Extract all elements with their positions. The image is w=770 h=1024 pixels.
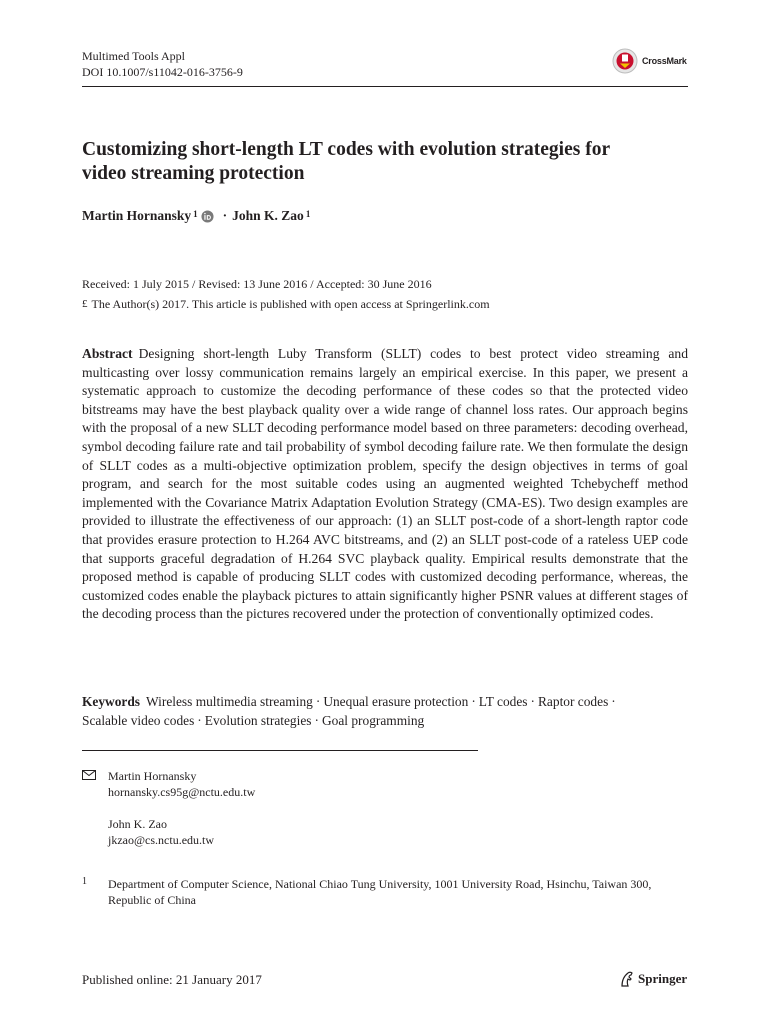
keyword: Scalable video codes [82,712,195,728]
crossmark-label: CrossMark [642,56,687,66]
publisher-name: Springer [638,971,688,986]
keyword: Unequal erasure protection [323,694,469,709]
article-dates: Received: 1 July 2015 / Revised: 13 June 2016 / Accepted: 30 June 2016 [82,277,432,291]
author-line [82,208,310,224]
published-date: Published online: 21 January 2017 [82,972,262,987]
keyword: Evolution strategies [204,712,312,728]
affiliation [82,876,688,908]
author-name[interactable]: Martin Hornansky [82,208,192,223]
copyright-icon: £ [82,298,88,310]
author-separator: · [222,208,228,223]
doi[interactable]: DOI 10.1007/s11042-016-3756-9 [82,65,243,79]
orcid-icon[interactable] [201,210,214,223]
crossmark-icon [612,48,638,74]
keywords [82,693,688,730]
author-affiliation-mark: 1 [193,209,198,219]
crossmark-badge[interactable] [612,47,687,75]
keyword-separator: · [471,694,476,709]
keyword-separator: · [314,712,319,728]
affiliation-text: Department of Computer Science, National Chiao Tung University, 1001 University Road, Hsinchu, Taiwan 300, Republic of China [108,877,652,907]
abstract-label: Abstract [82,346,133,361]
footnote-rule [82,750,478,751]
contact-name: John K. Zao [108,817,167,831]
affiliation-number: 1 [82,876,87,887]
open-access-notice [82,296,490,312]
open-access-text: The Author(s) 2017. This article is published with open access at Springerlink.com [91,297,490,311]
header-rule [82,86,688,87]
correspondence [82,768,255,864]
author-name[interactable]: John K. Zao [232,208,304,223]
contact-entry [82,768,255,800]
envelope-icon [82,768,108,800]
author-affiliation-mark: 1 [305,209,311,219]
journal-name: Multimed Tools Appl [82,49,185,63]
paper-title: Customizing short-length LT codes with evolution strategies for video streaming protection [82,139,610,184]
abstract [82,345,688,624]
keyword-separator: · [530,694,535,709]
keyword-separator: · [197,712,202,728]
keywords-label: Keywords [82,694,141,709]
contact-name: Martin Hornansky [108,769,197,783]
keyword: Goal programming [321,712,425,728]
keyword: LT codes [478,694,528,709]
keyword: Raptor codes [538,694,609,709]
keyword-separator: · [315,694,321,709]
journal-header [82,48,243,80]
contact-entry [82,816,255,848]
keyword: Wireless multimedia streaming [146,694,313,709]
contact-email[interactable]: hornansky.cs95g@nctu.edu.tw [108,785,256,799]
springer-horse-icon [619,970,635,988]
contact-email[interactable]: jkzao@cs.nctu.edu.tw [108,833,215,847]
springer-logo [619,970,687,988]
abstract-text: Designing short-length Luby Transform (SLLT) codes to best protect video streaming and multicasting over lossy communication remains largely an empirical exercise. In this paper, we present a systematic approach to customize the decoding performance of these codes so that the protected video bitstreams may have the best playback quality over a wide range of channel loss rates. Our approach begins with the proposal of a new SLLT decoding performance model based on three parameters: decoding overhead, symbol decoding failure rate and tail probability of symbol decoding failure rate. We then formulate the design of SLLT codes as a multi-objective optimization problem, specify the design objectives in terms of goal program, and search for the most suitable codes using an augmented weighted Tchebycheff method implemented with the Covariance Matrix Adaptation Evolution Strategy (CMA-ES). Two design examples are provided to illustrate the effectiveness of our approach: (1) an SLLT post-code of a short-length raptor code that provides erasure protection to H.264 AVC bitstreams, and (2) an SLLT post-code of a rateless UEP code that supports graceful degradation of H.264 SVC playback quality. Empirical results demonstrate that the proposed method is capable of producing SLLT codes with customized decoding performance, whereas, the customized codes enable the playback pictures to attain significantly higher PSNR values at different stages of the decoding process than the pictures recovered under the protection of conventionally optimized codes. [82,346,688,622]
keyword-separator: · [611,694,616,709]
